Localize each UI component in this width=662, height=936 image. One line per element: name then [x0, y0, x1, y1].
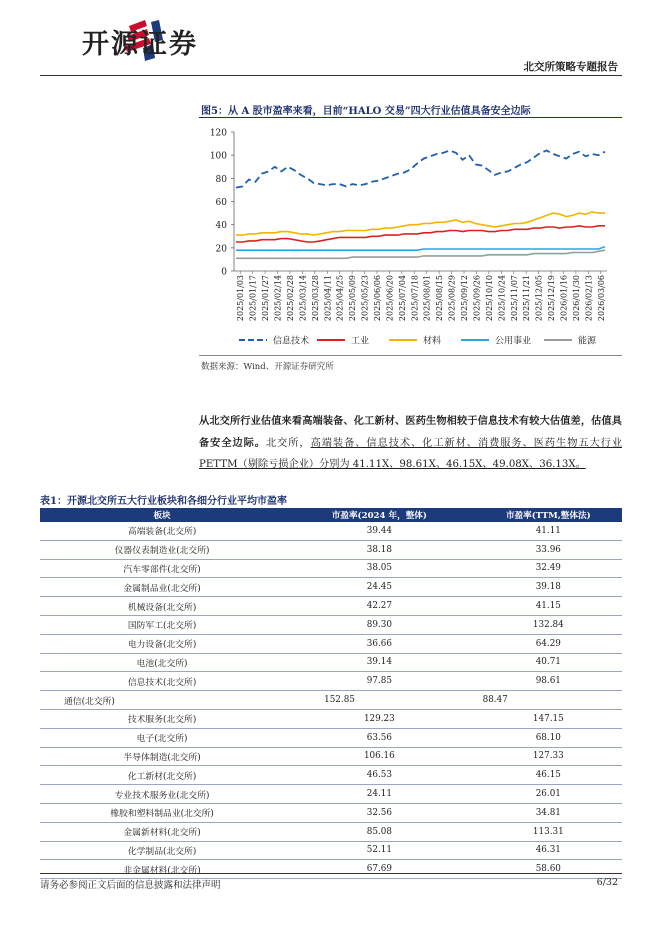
cell-pe-2024: 24.45: [284, 578, 474, 597]
x-tick-label: 2025/04/25: [335, 275, 345, 322]
cell-pe-ttm: 132.84: [475, 615, 622, 634]
cell-pe-ttm: 41.15: [475, 597, 622, 616]
x-tick-label: 2025/09/12: [460, 275, 470, 322]
x-tick-label: 2025/06/06: [372, 275, 382, 322]
cell-pe-ttm: 64.29: [475, 634, 622, 653]
table-row: [40, 785, 622, 804]
series-line-2: [236, 212, 605, 235]
header-divider: [40, 75, 622, 76]
cell-sector: 技术服务(北交所): [40, 709, 284, 728]
x-tick-label: 2025/05/23: [360, 275, 370, 322]
legend-label: 公用事业: [495, 336, 532, 347]
x-tick-label: 2025/11/21: [522, 275, 532, 322]
x-tick-label: 2025/02/14: [273, 275, 283, 322]
x-tick-label: 2025/03/14: [298, 275, 308, 322]
cell-sector: 金属新材料(北交所): [40, 822, 284, 841]
x-tick-label: 2025/11/07: [509, 275, 519, 322]
x-tick-label: 2025/02/28: [285, 275, 295, 322]
table-row: [40, 615, 622, 634]
paragraph-bold: 从北交所行业估值来看高端装备、化工新材、医药生物相较于信息技术有较大估值差，估值具备安全边际。: [199, 415, 622, 449]
cell-pe-ttm: 41.11: [475, 522, 622, 540]
x-tick-label: 2025/07/04: [397, 275, 407, 322]
table-row: [40, 540, 622, 559]
figure-source-rule: [199, 355, 622, 356]
cell-pe-2024: 46.53: [284, 766, 474, 785]
cell-sector: 仪器仪表制造业(北交所): [40, 540, 284, 559]
table-row: [40, 559, 622, 578]
x-tick-label: 2025/12/05: [534, 275, 544, 322]
cell-sector: 信息技术(北交所): [40, 672, 284, 691]
cell-pe-ttm: 147.15: [475, 709, 622, 728]
body-paragraph: [199, 411, 622, 476]
cell-pe-ttm: 34.81: [475, 803, 622, 822]
cell-pe-2024: 89.30: [284, 615, 474, 634]
legend-label: 材料: [423, 336, 442, 347]
series-line-4: [236, 250, 605, 258]
cell-pe-ttm: 32.49: [475, 559, 622, 578]
x-tick-label: 2025/01/03: [236, 275, 246, 322]
x-tick-label: 2025/12/19: [547, 275, 557, 322]
cell-pe-2024: 67.69: [284, 860, 474, 879]
legend-label: 信息技术: [273, 336, 310, 347]
x-tick-label: 2025/10/10: [484, 275, 494, 322]
cell-pe-2024: 38.18: [284, 540, 474, 559]
table-row: [40, 597, 622, 616]
cell-sector: 橡胶和塑料制品业(北交所): [40, 803, 284, 822]
cell-sector: 机械设备(北交所): [40, 597, 284, 616]
y-tick-label: 120: [209, 128, 227, 139]
table-body: [40, 522, 622, 879]
cell-pe-ttm: 33.96: [475, 540, 622, 559]
cell-sector: 通信(北交所): [40, 691, 284, 710]
y-tick-label: 100: [209, 151, 227, 162]
x-tick-label: 2026/01/16: [559, 275, 569, 322]
x-tick-label: 2025/01/27: [261, 275, 271, 322]
cell-sector: 化学制品(北交所): [40, 841, 284, 860]
cell-sector: 电池(北交所): [40, 653, 284, 672]
series-line-1: [236, 226, 605, 242]
cell-pe-2024: 52.11: [284, 841, 474, 860]
table-row: [40, 522, 622, 540]
cell-pe-ttm: 40.71: [475, 653, 622, 672]
cell-pe-ttm: 39.18: [475, 578, 622, 597]
legend-label: 工业: [351, 336, 370, 347]
series-line-0: [236, 151, 605, 188]
cell-pe-ttm: 58.60: [475, 860, 622, 879]
cell-pe-2024: 97.85: [284, 672, 474, 691]
cell-sector: 高端装备(北交所): [40, 522, 284, 540]
cell-pe-2024: 152.85: [284, 691, 474, 710]
table-row: [40, 672, 622, 691]
x-tick-label: 2026/01/30: [571, 275, 581, 322]
table-row: [40, 728, 622, 747]
series-line-3: [236, 247, 605, 251]
footer-disclaimer: 请务必参阅正文后面的信息披露和法律声明: [40, 880, 221, 891]
table-row: [40, 691, 622, 710]
cell-sector: 电力设备(北交所): [40, 634, 284, 653]
cell-pe-ttm: 46.31: [475, 841, 622, 860]
cell-pe-2024: 63.56: [284, 728, 474, 747]
figure-source: 数据来源：Wind、开源证券研究所: [201, 362, 334, 372]
pe-line-chart: [199, 120, 622, 354]
x-tick-label: 2025/05/09: [348, 275, 358, 322]
cell-pe-ttm: 98.61: [475, 672, 622, 691]
cell-sector: 电子(北交所): [40, 728, 284, 747]
cell-pe-2024: 32.56: [284, 803, 474, 822]
cell-sector: 半导体制造(北交所): [40, 747, 284, 766]
table-header-row: [40, 508, 622, 522]
cell-pe-2024: 39.14: [284, 653, 474, 672]
cell-pe-2024: 106.16: [284, 747, 474, 766]
brand-name: 开源证券: [82, 29, 198, 60]
figure-title: 图5：从 A 股市盈率来看，目前“HALO 交易”四大行业估值具备安全边际: [201, 106, 531, 117]
cell-pe-2024: 42.27: [284, 597, 474, 616]
cell-sector: 国防军工(北交所): [40, 615, 284, 634]
legend-label: 能源: [578, 336, 597, 347]
footer-divider: [40, 873, 622, 874]
x-tick-label: 2026/03/06: [596, 275, 606, 322]
x-tick-label: 2025/08/01: [422, 275, 432, 322]
y-tick-label: 0: [221, 267, 227, 278]
table-row: [40, 841, 622, 860]
y-tick-label: 20: [215, 244, 227, 255]
cell-pe-2024: 39.44: [284, 522, 474, 540]
cell-sector: 汽车零部件(北交所): [40, 559, 284, 578]
x-tick-label: 2025/08/15: [435, 275, 445, 322]
table-row: [40, 803, 622, 822]
x-tick-label: 2025/04/11: [323, 275, 333, 322]
table-row: [40, 747, 622, 766]
header-pe-ttm: 市盈率(TTM,整体法): [475, 508, 622, 522]
table-row: [40, 634, 622, 653]
table-title: 表1：开源北交所五大行业板块和各细分行业平均市盈率: [40, 496, 287, 507]
paragraph-normal: 北交所，: [265, 437, 311, 449]
cell-pe-ttm: 68.10: [475, 728, 622, 747]
cell-pe-2024: 24.11: [284, 785, 474, 804]
cell-pe-2024: 85.08: [284, 822, 474, 841]
y-tick-label: 80: [215, 174, 227, 185]
table-row: [40, 822, 622, 841]
x-tick-label: 2025/08/29: [447, 275, 457, 322]
report-type: 北交所策略专题报告: [523, 61, 618, 73]
y-tick-label: 60: [215, 198, 227, 208]
cell-pe-ttm: 127.33: [475, 747, 622, 766]
header-sector: 板块: [40, 508, 284, 522]
x-tick-label: 2025/10/24: [497, 275, 507, 322]
x-tick-label: 2026/02/13: [584, 275, 594, 322]
x-tick-label: 2025/09/26: [472, 275, 482, 322]
table-row: [40, 653, 622, 672]
cell-pe-2024: 129.23: [284, 709, 474, 728]
cell-pe-ttm: 26.01: [475, 785, 622, 804]
cell-sector: 化工新材(北交所): [40, 766, 284, 785]
cell-pe-2024: 36.66: [284, 634, 474, 653]
cell-pe-ttm: 46.15: [475, 766, 622, 785]
table-row: [40, 709, 622, 728]
y-tick-label: 40: [215, 221, 227, 232]
x-tick-label: 2025/06/20: [385, 275, 395, 322]
cell-sector: 专业技术服务业(北交所): [40, 785, 284, 804]
x-tick-label: 2025/07/18: [410, 275, 420, 322]
x-tick-label: 2025/01/17: [248, 275, 258, 322]
header-pe-2024: 市盈率(2024 年，整体): [284, 508, 474, 522]
table-row: [40, 578, 622, 597]
cell-pe-ttm: 88.47: [475, 691, 622, 710]
table-row: [40, 766, 622, 785]
paragraph-underlined: 高端装备、信息技术、化工新材、消费服务、医药生物五大行业 PETTM（剔除亏损企业）分别为 41.11X、98.61X、46.15X、49.08X、36.13X。: [199, 437, 623, 470]
table-row: [40, 860, 622, 879]
x-tick-label: 2025/03/28: [310, 275, 320, 322]
cell-sector: 非金属材料(北交所): [40, 860, 284, 879]
cell-sector: 金属制品业(北交所): [40, 578, 284, 597]
cell-pe-ttm: 113.31: [475, 822, 622, 841]
pe-table: [40, 508, 622, 879]
page-number: 6/32: [596, 877, 618, 888]
cell-pe-2024: 38.05: [284, 559, 474, 578]
figure-title-rule: [199, 117, 622, 118]
